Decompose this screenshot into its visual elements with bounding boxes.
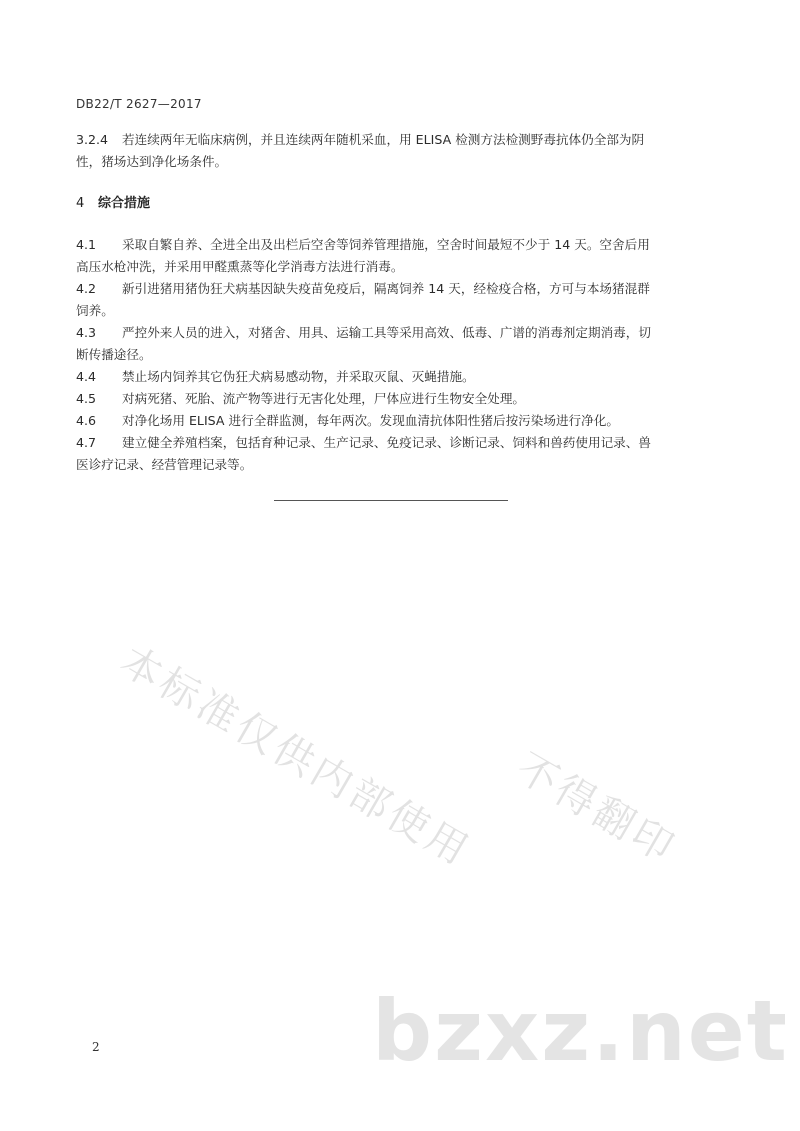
clause-text: 断传播途径。 [76,347,152,362]
watermark-no-copy: 不得翻印 [508,744,684,873]
clause-text: 饲养。 [76,303,114,318]
clause-4-4 [76,366,726,388]
clause-line [76,234,726,256]
clause-line [76,151,726,173]
clause-text: 严控外来人员的进入，对猪舍、用具、运输工具等采用高效、低毒、广谱的消毒剂定期消毒，切 [122,325,651,340]
clause-text: 新引进猪用猪伪狂犬病基因缺失疫苗免疫后，隔离饲养 14 天，经检疫合格，方可与本场猪混群 [122,281,650,296]
clause-number: 4.7 [76,435,97,450]
clause-line [76,278,726,300]
clause-line [76,410,726,432]
clause-text: 医诊疗记录、经营管理记录等。 [76,457,253,472]
clause-4-6 [76,410,726,432]
clause-number: 4.4 [76,369,97,384]
end-of-document-rule [274,500,508,501]
clause-line [76,344,726,366]
clause-number: 4.5 [76,391,97,406]
clause-text: 对病死猪、死胎、流产物等进行无害化处理，尸体应进行生物安全处理。 [122,391,525,406]
clause-text: 若连续两年无临床病例，并且连续两年随机采血，用 ELISA 检测方法检测野毒抗体仍全部为阴 [122,132,645,147]
clause-line [76,432,726,454]
clause-text: 禁止场内饲养其它伪狂犬病易感动物，并采取灭鼠、灭蝇措施。 [122,369,475,384]
clause-line [76,300,726,322]
clause-4-7 [76,432,726,476]
clause-line [76,322,726,344]
clause-4-1 [76,234,726,278]
clause-line [76,454,726,476]
clause-text: 高压水枪冲洗，并采用甲醛熏蒸等化学消毒方法进行消毒。 [76,259,404,274]
clause-text: 对净化场用 ELISA 进行全群监测，每年两次。发现血清抗体阳性猪后按污染场进行净化。 [122,413,619,428]
page-number: 2 [92,1040,100,1054]
clause-4-3 [76,322,726,366]
clause-number: 4.1 [76,237,97,252]
clause-number: 4.2 [76,281,97,296]
clause-text: 采取自繁自养、全进全出及出栏后空舍等饲养管理措施，空舍时间最短不少于 14 天。空舍后用 [122,237,650,252]
watermark-internal-use: 本标准仅供内部使用 [112,637,479,876]
clause-number: 3.2.4 [76,132,109,147]
document-code: DB22/T 2627—2017 [76,97,202,111]
watermark-site-logo: bzxz.net [372,982,789,1080]
clause-line [76,256,726,278]
clause-line [76,388,726,410]
clause-text: 性，猪场达到净化场条件。 [76,154,228,169]
section-heading [76,192,150,211]
clause-4-5 [76,388,726,410]
clause-number: 4.3 [76,325,97,340]
section-number: 4 [76,196,85,211]
clause-line [76,129,726,151]
section-title: 综合措施 [98,196,151,211]
clause-3-2-4 [76,129,726,173]
clause-4-2 [76,278,726,322]
clause-number: 4.6 [76,413,97,428]
clause-line [76,366,726,388]
clause-text: 建立健全养殖档案，包括育种记录、生产记录、免疫记录、诊断记录、饲料和兽药使用记录、兽 [122,435,651,450]
